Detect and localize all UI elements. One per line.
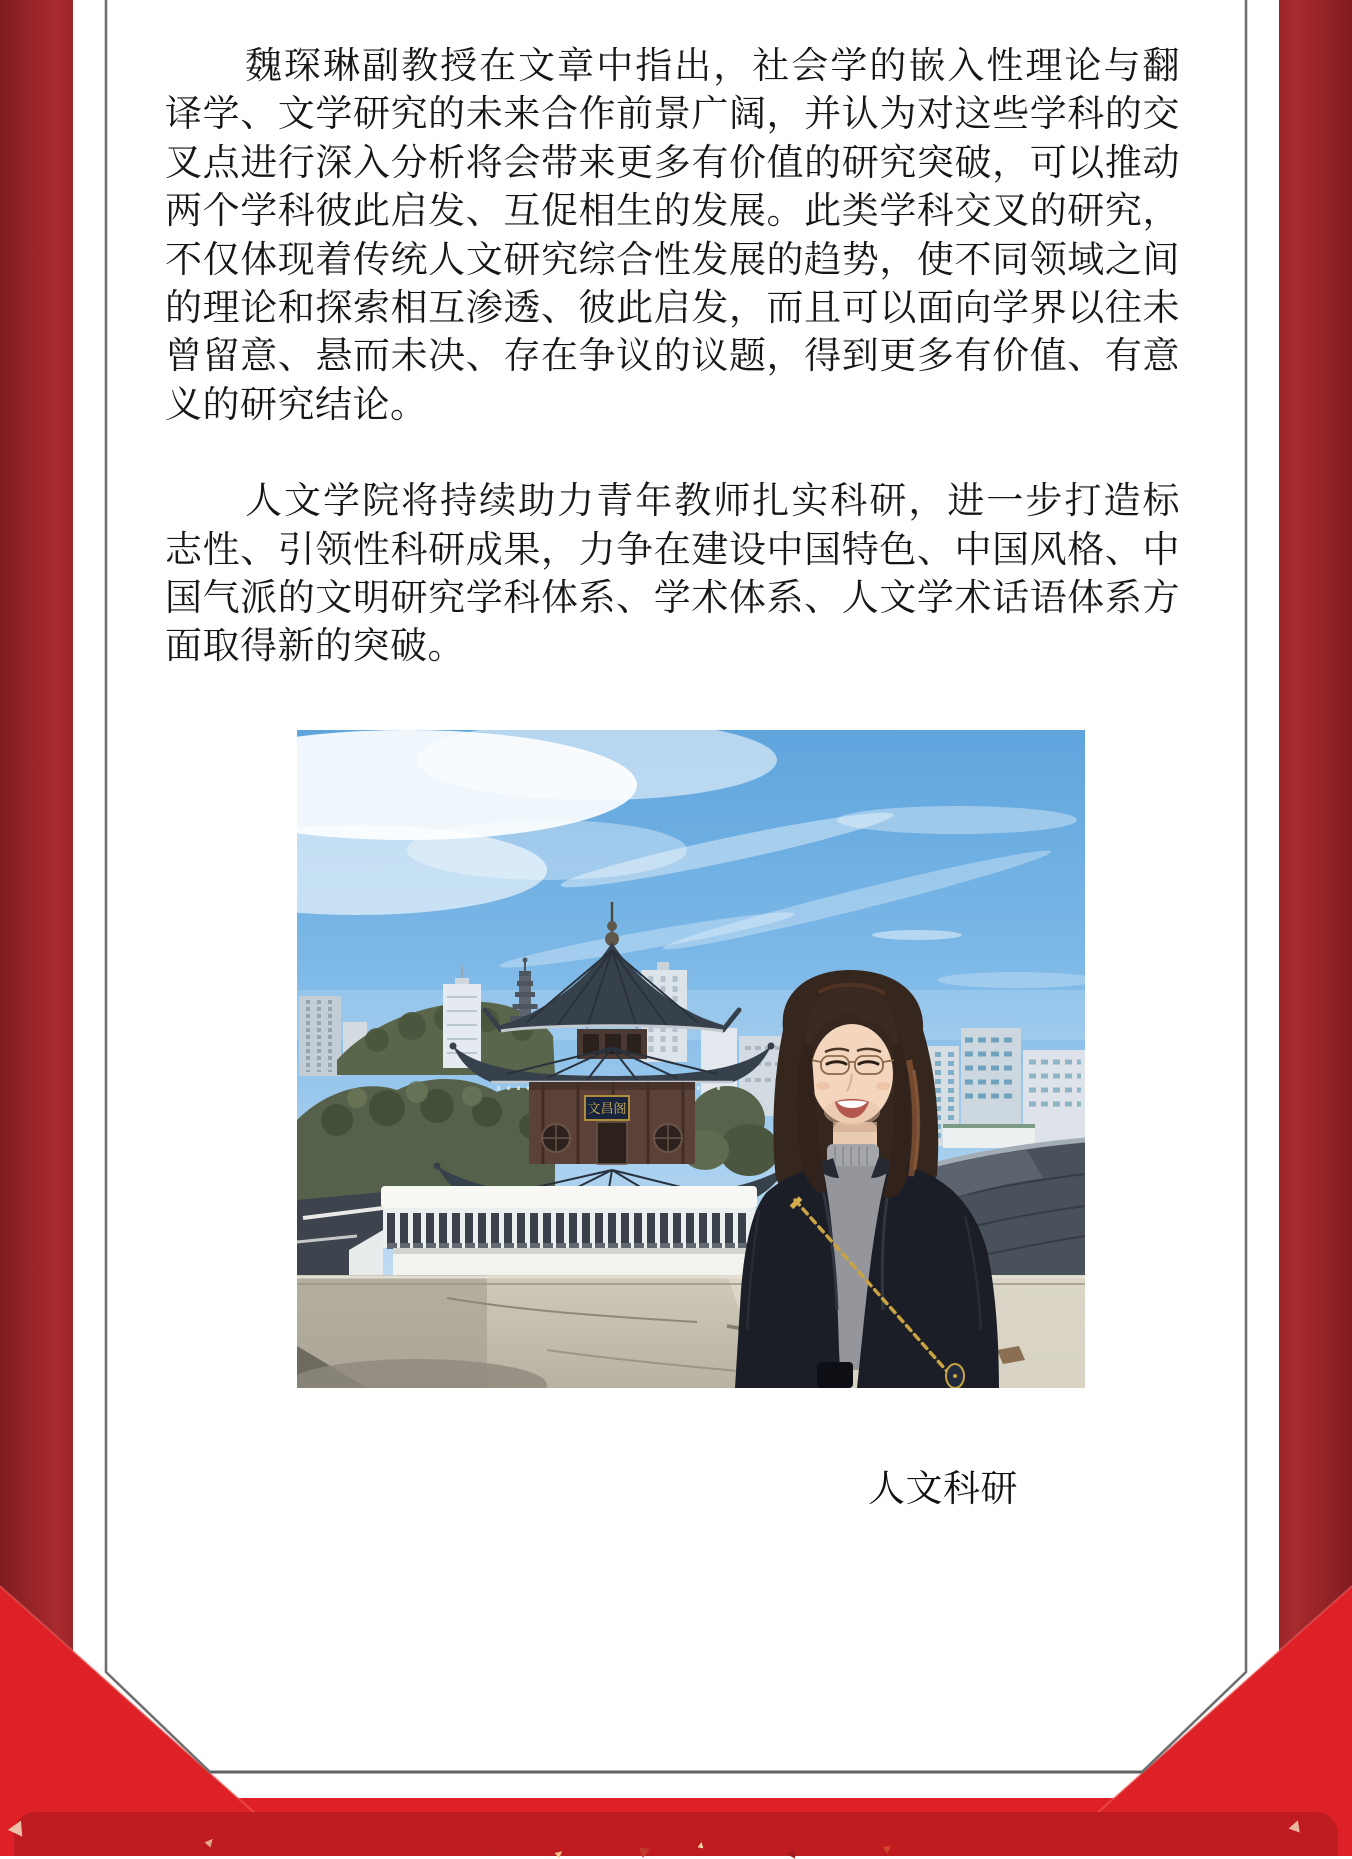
frame-bottom-band [0,1798,1352,1856]
body-paragraph-1: 魏琛琳副教授在文章中指出，社会学的嵌入性理论与翻译学、文学研究的未来合作前景广阔，并认为对这些学科的交叉点进行深入分析将会带来更多有价值的研究突破，可以推动两个学科彼此启发、互促相生的发展。此类学科交叉的研究，不仅体现着传统人文研究综合性发展的趋势，使不同领域之间的理论和探索相互渗透、彼此启发，而且可以面向学界以往未曾留意、悬而未决、存在争议的议题，得到更多有价值、有意义的研究结论。 [165,46,1180,426]
confetti-speck [698,1842,705,1849]
confetti-speck [555,1849,565,1859]
confetti-speck [204,1836,215,1847]
white-wall [297,1186,757,1282]
frame-right-red-band [1279,0,1352,1856]
confetti-speck [882,1842,893,1853]
confetti-speck [786,1846,799,1859]
article-body [165,43,1180,672]
confetti-speck [487,1844,498,1855]
frame-left-red-band [0,0,73,1856]
body-paragraph-2: 人文学院将持续助力青年教师扎实科研，进一步打造标志性、引领性科研成果，力争在建设中国特色、中国风格、中国气派的文明研究学科体系、学术体系、人文学术话语体系方面取得新的突破。 [165,481,1180,668]
photo-wenchang-pavilion-portrait[interactable] [297,730,1085,1388]
pavilion-plaque-text: 文昌阁 [587,1101,627,1116]
signature: 人文科研 [868,1469,1018,1510]
frame-bottom-dark-strip [14,1812,1338,1856]
